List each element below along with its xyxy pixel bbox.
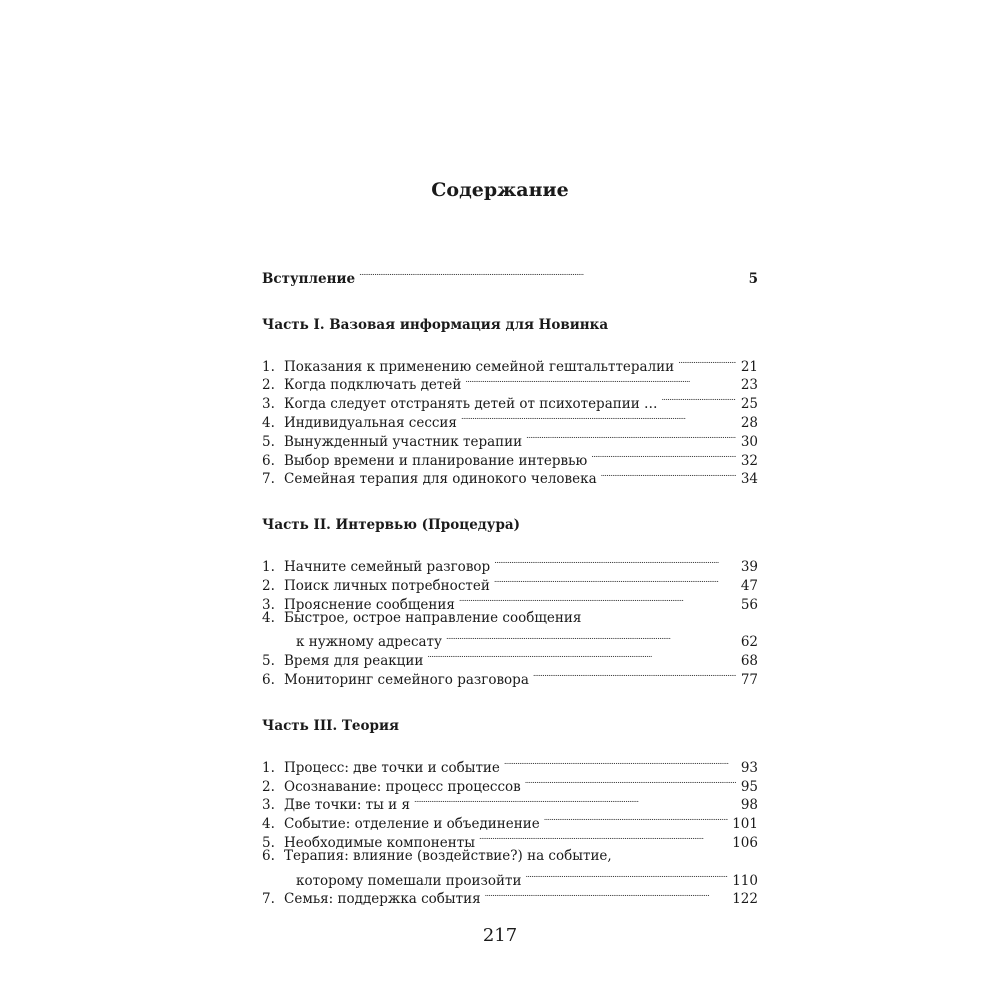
toc-entry-number: 3. [262, 797, 275, 814]
part-heading: Часть II. Интервью (Процедура) [262, 517, 521, 534]
toc-entry-page: 5 [748, 270, 758, 287]
toc-entry-label: Вынужденный участник терапии [284, 433, 523, 450]
dot-leader [446, 628, 736, 647]
toc-entry-label: Терапия: влияние (воздействие?) на событие, [284, 847, 612, 864]
toc-entry-page: 39 [740, 559, 758, 576]
dot-leader [459, 590, 736, 609]
toc-entry-number: 4. [262, 816, 275, 833]
toc-entry-number: 6. [262, 671, 275, 688]
page-title: Содержание [431, 179, 569, 201]
toc-entry-page: 122 [732, 891, 758, 908]
toc-entry-label: Поиск личных потребностей [284, 577, 490, 594]
toc-entry-page: 110 [732, 872, 758, 889]
toc-entry-number: 1. [262, 559, 275, 576]
toc-entry-number: 3. [262, 396, 275, 413]
toc-entry-number: 2. [262, 577, 275, 594]
toc-entry [262, 753, 758, 776]
dot-leader [601, 465, 736, 484]
toc-entry-number: 5. [262, 834, 275, 851]
toc-entry-page: 56 [740, 596, 758, 613]
toc-entry-label-continued: которому помешали произойти [296, 872, 522, 889]
dot-leader [525, 866, 728, 885]
toc-entry-number: 4. [262, 414, 275, 431]
toc-entry-label: Выбор времени и планирование интервью [284, 452, 588, 469]
toc-entry-label: Событие: отделение и объединение [284, 816, 540, 833]
toc-entry-label: Когда подключать детей [284, 377, 462, 394]
dot-leader [525, 772, 736, 791]
toc-entry-label: Вступление [262, 270, 356, 287]
toc-entry-label: Процесс: две точки и событие [284, 759, 500, 776]
toc-entry-number: 2. [262, 377, 275, 394]
toc-entry-page: 93 [740, 759, 758, 776]
toc-entry-label: Семейная терапия для одинокого человека [284, 471, 597, 488]
toc-entry-label-continued: к нужному адресату [296, 634, 442, 651]
toc-entry-page: 95 [740, 778, 758, 795]
toc-entry-page: 101 [732, 816, 758, 833]
dot-leader [414, 791, 736, 810]
toc-entry-page: 62 [740, 634, 758, 651]
toc-entry [262, 352, 758, 375]
dot-leader [678, 352, 736, 371]
toc-entry-label: Когда следует отстранять детей от психотерапии … [284, 396, 658, 413]
dot-leader [533, 665, 736, 684]
dot-leader [465, 371, 736, 390]
part-heading: Часть III. Теория [262, 717, 399, 734]
toc-entry-label: Показания к применению семейной гештальттералии [284, 358, 675, 375]
toc-entry-label: Время для реакции [284, 653, 424, 670]
toc-entry-page: 23 [740, 377, 758, 394]
toc-entry-intro [262, 264, 758, 287]
toc-entry-number: 5. [262, 653, 275, 670]
toc-entry-label: Индивидуальная сессия [284, 414, 457, 431]
toc-entry-label: Прояснение сообщения [284, 596, 455, 613]
toc-entry-label: Две точки: ты и я [284, 797, 410, 814]
toc-entry-label: Быстрое, острое направление сообщения [284, 609, 582, 626]
toc-entry-page: 21 [740, 358, 758, 375]
toc-entry-number: 4. [262, 609, 275, 626]
toc-entry-number: 5. [262, 433, 275, 450]
toc-entry-number: 1. [262, 759, 275, 776]
dot-leader [526, 427, 736, 446]
toc-entry-label: Семья: поддержка события [284, 891, 481, 908]
toc-entry-page: 32 [740, 452, 758, 469]
toc-entry-number: 7. [262, 891, 275, 908]
table-of-contents [262, 264, 758, 908]
part-items [262, 552, 758, 688]
toc-entry-number: 3. [262, 596, 275, 613]
toc-entry-first-line [262, 609, 758, 628]
toc-entry-page: 30 [740, 433, 758, 450]
page-number: 217 [482, 925, 518, 946]
toc-entry-number: 7. [262, 471, 275, 488]
toc-entry-page: 47 [740, 577, 758, 594]
dot-leader [485, 885, 729, 904]
toc-entry-number: 6. [262, 847, 275, 864]
toc-entry-page: 106 [732, 834, 758, 851]
toc-entry-number: 2. [262, 778, 275, 795]
dot-leader [479, 828, 728, 847]
toc-entry [262, 628, 758, 651]
toc-entry-page: 98 [740, 797, 758, 814]
dot-leader [591, 446, 736, 465]
dot-leader [461, 408, 736, 427]
toc-entry-label: Мониторинг семейного разговора [284, 671, 529, 688]
dot-leader [662, 389, 736, 408]
part-heading: Часть I. Вазовая информация для Новинка [262, 316, 609, 333]
toc-entry-page: 77 [740, 671, 758, 688]
toc-entry-label: Начните семейный разговор [284, 559, 491, 576]
toc-entry [262, 552, 758, 576]
part-items [262, 352, 758, 488]
toc-entry-page: 28 [740, 414, 758, 431]
toc-entry-first-line [262, 847, 758, 866]
dot-leader [504, 753, 736, 772]
toc-entry-page: 34 [740, 471, 758, 488]
toc-entry-page: 25 [740, 396, 758, 413]
dot-leader [544, 809, 728, 828]
toc-entry-label: Осознавание: процесс процессов [284, 778, 521, 795]
toc-entry-number: 6. [262, 452, 275, 469]
dot-leader [359, 264, 736, 283]
part-items [262, 753, 758, 908]
toc-entry-number: 1. [262, 358, 275, 375]
dot-leader [494, 552, 736, 571]
dot-leader [494, 571, 736, 590]
toc-entry [262, 866, 758, 889]
dot-leader [427, 646, 736, 665]
toc-entry-label: Необходимые компоненты [284, 834, 475, 851]
toc-entry-page: 68 [740, 653, 758, 670]
